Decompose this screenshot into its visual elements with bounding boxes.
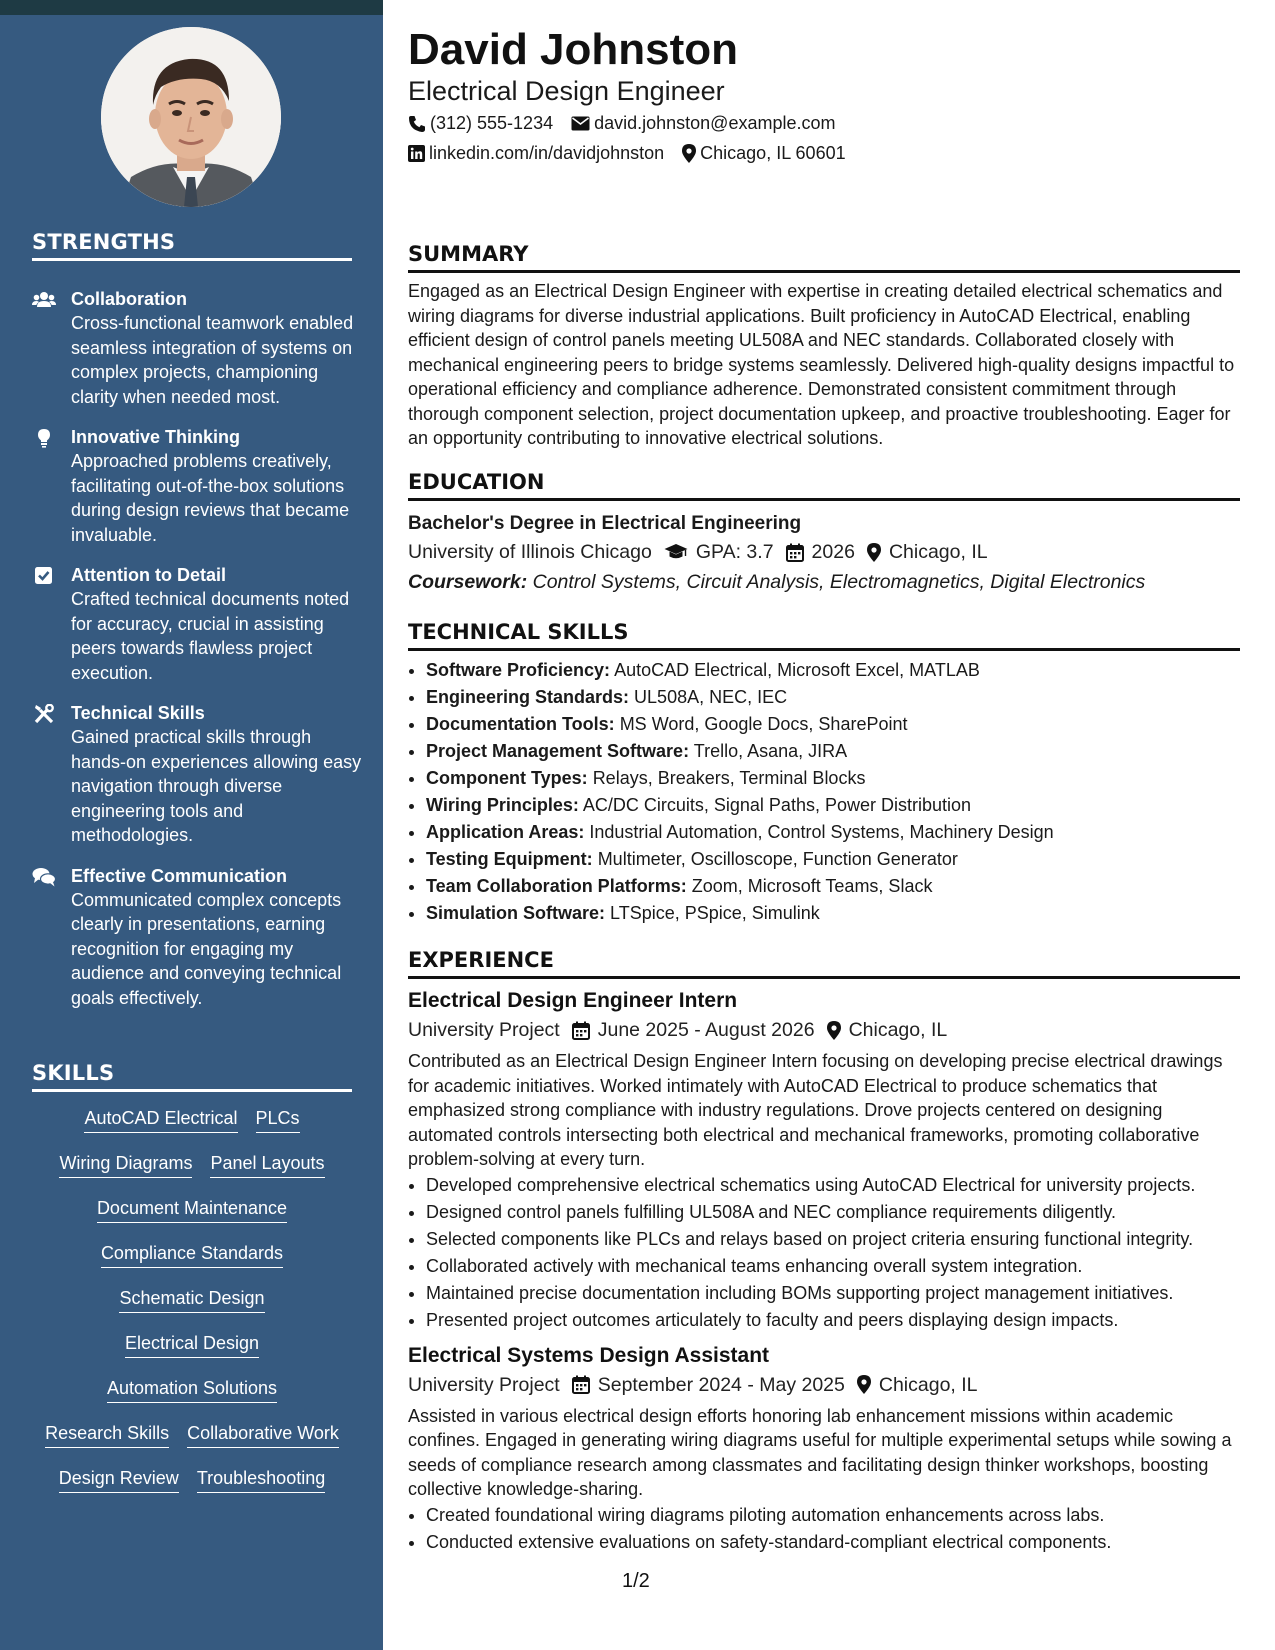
lightbulb-icon: [32, 428, 56, 448]
job-location: Chicago, IL: [878, 1373, 978, 1396]
skill-row: [32, 1151, 352, 1196]
job-description: Contributed as an Electrical Design Engineer Intern focusing on developing precise electrical drawings for academic initiatives. Worked intimately with AutoCAD Electrical to produce schematics that emphasized strong compliance with industry regulations. Drove projects centered on designing automated controls intersecting both electrical and mechanical frameworks, promoting collaborative problem-solving at every turn.: [408, 1051, 1223, 1169]
strength-description: Crafted technical documents noted for accuracy, crucial in assisting peers towards flawless project execution.: [71, 589, 350, 683]
summary-section: [408, 242, 1240, 451]
list-item: [426, 738, 1240, 765]
skill-row: [32, 1466, 352, 1511]
sidebar-top-bar: [0, 0, 383, 15]
education-heading: EDUCATION: [408, 470, 1240, 501]
skill-tag: Electrical Design: [125, 1331, 259, 1358]
skill-row: [32, 1331, 352, 1376]
education-location-item: [867, 537, 988, 567]
strength-item: [32, 425, 362, 547]
location-text: Chicago, IL 60601: [700, 143, 846, 163]
users-icon: [32, 290, 56, 310]
strength-title: Collaboration: [71, 289, 187, 309]
list-item: [426, 711, 1240, 738]
list-item: [426, 684, 1240, 711]
strength-title: Innovative Thinking: [71, 427, 241, 447]
list-item: [426, 819, 1240, 846]
experience-section: [408, 948, 1240, 1556]
strength-item: [32, 864, 362, 1011]
linkedin-contact[interactable]: [408, 143, 664, 164]
strength-description: Gained practical skills through hands-on experiences allowing easy navigation through diverse engineering tools and methodologies.: [71, 727, 362, 845]
sidebar: [0, 0, 383, 1650]
strength-title: Attention to Detail: [71, 565, 226, 585]
list-item: • Created foundational wiring diagrams piloting automation enhancements across labs.: [426, 1502, 1240, 1529]
education-section: [408, 470, 1240, 597]
strength-title: Technical Skills: [71, 703, 205, 723]
skill-tag: PLCs: [256, 1106, 300, 1133]
checkbox-icon: [32, 566, 56, 586]
skill-value: MS Word, Google Docs, SharePoint: [619, 714, 908, 734]
skill-label: Project Management Software:: [426, 741, 690, 761]
experience-heading: EXPERIENCE: [408, 948, 1240, 979]
strength-item: [32, 287, 362, 409]
list-item: [426, 792, 1240, 819]
map-pin-icon: [867, 543, 881, 562]
job-location: Chicago, IL: [848, 1019, 948, 1041]
skill-label: Engineering Standards:: [426, 687, 630, 707]
job-dates-item: [572, 1370, 845, 1400]
year-item: [786, 537, 855, 567]
list-item: [426, 873, 1240, 900]
calendar-icon: [786, 543, 804, 562]
education-meta: [408, 537, 1240, 567]
job-dates: September 2024 - May 2025: [597, 1373, 845, 1396]
strength-description: Cross-functional teamwork enabled seamless integration of systems on complex projects, championing clarity when needed most.: [71, 313, 354, 407]
contact-row: [408, 113, 854, 134]
skill-value: Zoom, Microsoft Teams, Slack: [691, 876, 933, 896]
skill-tag: Wiring Diagrams: [59, 1151, 192, 1178]
skill-label: Testing Equipment:: [426, 849, 593, 869]
coursework-list: Control Systems, Circuit Analysis, Electromagnetics, Digital Electronics: [532, 571, 1146, 593]
skill-label: Component Types:: [426, 768, 588, 788]
skill-value: UL508A, NEC, IEC: [634, 687, 788, 707]
strength-item: [32, 701, 362, 848]
job-entry: [408, 987, 1240, 1334]
calendar-icon: [572, 1375, 590, 1394]
summary-heading: SUMMARY: [408, 242, 1240, 273]
list-item: [426, 765, 1240, 792]
strength-description: Approached problems creatively, facilitating out-of-the-box solutions during design reviews that became invaluable.: [71, 451, 350, 545]
skill-tag: Panel Layouts: [210, 1151, 324, 1178]
job-description: Assisted in various electrical design efforts honoring lab enhancement missions within academic confines. Engaged in generating wiring diagrams useful for multiple experimental setups while sowing a seeds of compliance research among classmates and facilitating design thinker workshops, boosting collective knowledge-sharing.: [408, 1405, 1232, 1499]
skills-tags: [32, 1106, 352, 1511]
job-title: Electrical Design Engineer: [408, 76, 725, 106]
skill-tag: Research Skills: [45, 1421, 169, 1448]
calendar-icon: [572, 1021, 590, 1040]
skill-row: [32, 1376, 352, 1421]
skill-value: Relays, Breakers, Terminal Blocks: [592, 768, 866, 788]
skill-value: Trello, Asana, JIRA: [693, 741, 848, 761]
skill-tag: Document Maintenance: [97, 1196, 287, 1223]
map-pin-icon: [857, 1375, 871, 1394]
phone-number: (312) 555-1234: [430, 113, 554, 133]
graduation-year: 2026: [811, 541, 855, 563]
skills-heading: SKILLS: [32, 1061, 352, 1092]
list-item: • Presented project outcomes articulately to faculty and peers displaying design impacts.: [426, 1307, 1240, 1334]
page-number: 1/2: [622, 1570, 650, 1592]
skill-tag: Automation Solutions: [107, 1376, 277, 1403]
linkedin-url[interactable]: linkedin.com/in/davidjohnston: [429, 143, 665, 163]
job-role: Electrical Design Engineer Intern: [408, 989, 738, 1012]
graduation-cap-icon: [664, 543, 688, 561]
job-entry: [408, 1342, 1240, 1556]
skill-tag: Design Review: [59, 1466, 179, 1493]
skill-row: [32, 1106, 352, 1151]
skill-row: [32, 1196, 352, 1241]
degree-title: Bachelor's Degree in Electrical Engineering: [408, 513, 802, 534]
comments-icon: [32, 867, 56, 887]
linkedin-icon: [408, 145, 425, 162]
strengths-list: [32, 287, 362, 1026]
skill-tag: Compliance Standards: [101, 1241, 283, 1268]
skill-row: [32, 1286, 352, 1331]
map-pin-icon: [682, 144, 696, 163]
gpa-text: GPA: 3.7: [695, 541, 774, 563]
email-contact[interactable]: [571, 113, 835, 134]
strength-description: Communicated complex concepts clearly in presentations, earning recognition for engaging my audience and conveying technical goals effectively.: [71, 889, 342, 1008]
map-pin-icon: [827, 1021, 841, 1040]
job-dates: June 2025 - August 2026: [597, 1019, 815, 1041]
gpa-item: [664, 537, 774, 567]
education-location: Chicago, IL: [888, 541, 988, 563]
job-meta: [408, 1015, 1240, 1045]
list-item: • Developed comprehensive electrical schematics using AutoCAD Electrical for university projects.: [426, 1172, 1240, 1199]
skill-row: [32, 1241, 352, 1286]
skill-tag: Collaborative Work: [187, 1421, 339, 1448]
skill-label: Software Proficiency:: [426, 660, 611, 680]
skill-label: Simulation Software:: [426, 903, 606, 923]
tools-icon: [32, 704, 56, 724]
job-dates-item: [572, 1015, 815, 1045]
skill-value: AutoCAD Electrical, Microsoft Excel, MATLAB: [614, 660, 980, 680]
email-address[interactable]: david.johnston@example.com: [594, 113, 836, 133]
summary-text: Engaged as an Electrical Design Engineer with expertise in creating detailed electrical schematics and wiring diagrams for diverse industrial applications. Built proficiency in AutoCAD Electrical, enabling efficient design of control panels meeting UL508A and NEC standards. Collaborated closely with mechanical engineering peers to bridge systems seamlessly. Delivered high-quality designs impactful to operational efficiency and compliance adherence. Demonstrated consistent commitment through thorough component selection, project documentation upkeep, and proactive troubleshooting. Eager for an opportunity contributing to innovative electrical solutions.: [408, 281, 1235, 448]
skill-tag: AutoCAD Electrical: [84, 1106, 237, 1133]
strength-title: Effective Communication: [71, 865, 288, 886]
job-bullets: [408, 1502, 1240, 1556]
job-role: Electrical Systems Design Assistant: [408, 1343, 770, 1367]
phone-icon: [408, 115, 426, 133]
coursework-label: Coursework:: [408, 571, 528, 593]
skill-value: Industrial Automation, Control Systems, Machinery Design: [589, 822, 1054, 842]
job-meta: [408, 1370, 1240, 1400]
job-org: University Project: [408, 1019, 560, 1041]
technical-skills-section: [408, 620, 1240, 927]
list-item: • Designed control panels fulfilling UL508A and NEC compliance requirements diligently.: [426, 1199, 1240, 1226]
list-item: • Maintained precise documentation including BOMs supporting project management initiatives.: [426, 1280, 1240, 1307]
list-item: [426, 846, 1240, 873]
skill-tag: Troubleshooting: [197, 1466, 325, 1493]
list-item: [426, 657, 1240, 684]
school-name: University of Illinois Chicago: [408, 541, 652, 563]
phone-contact: [408, 113, 553, 134]
skill-label: Documentation Tools:: [426, 714, 615, 734]
skill-tag: Schematic Design: [119, 1286, 264, 1313]
strength-item: [32, 563, 362, 685]
list-item: [426, 900, 1240, 927]
job-location-item: [827, 1015, 948, 1045]
candidate-name: David Johnston: [408, 25, 739, 74]
job-bullets: [408, 1172, 1240, 1334]
skill-value: LTSpice, PSpice, Simulink: [610, 903, 820, 923]
skill-value: AC/DC Circuits, Signal Paths, Power Distribution: [582, 795, 972, 815]
job-org: University Project: [408, 1373, 560, 1396]
location-contact: [682, 143, 845, 164]
skill-label: Application Areas:: [426, 822, 585, 842]
technical-skills-heading: TECHNICAL SKILLS: [408, 620, 1240, 651]
coursework: [408, 567, 1240, 597]
list-item: • Collaborated actively with mechanical teams enhancing overall system integration.: [426, 1253, 1240, 1280]
envelope-icon: [571, 116, 590, 131]
job-location-item: [857, 1370, 978, 1400]
skill-value: Multimeter, Oscilloscope, Function Generator: [597, 849, 958, 869]
avatar: [101, 27, 281, 207]
skill-label: Team Collaboration Platforms:: [426, 876, 687, 896]
list-item: • Conducted extensive evaluations on safety-standard-compliant electrical components.: [426, 1529, 1240, 1556]
skill-label: Wiring Principles:: [426, 795, 579, 815]
technical-skills-list: [408, 657, 1240, 927]
list-item: • Selected components like PLCs and relays based on project criteria ensuring functional integrity.: [426, 1226, 1240, 1253]
strengths-heading: STRENGTHS: [32, 230, 352, 261]
skill-row: [32, 1421, 352, 1466]
contact-row-2: [408, 143, 864, 164]
